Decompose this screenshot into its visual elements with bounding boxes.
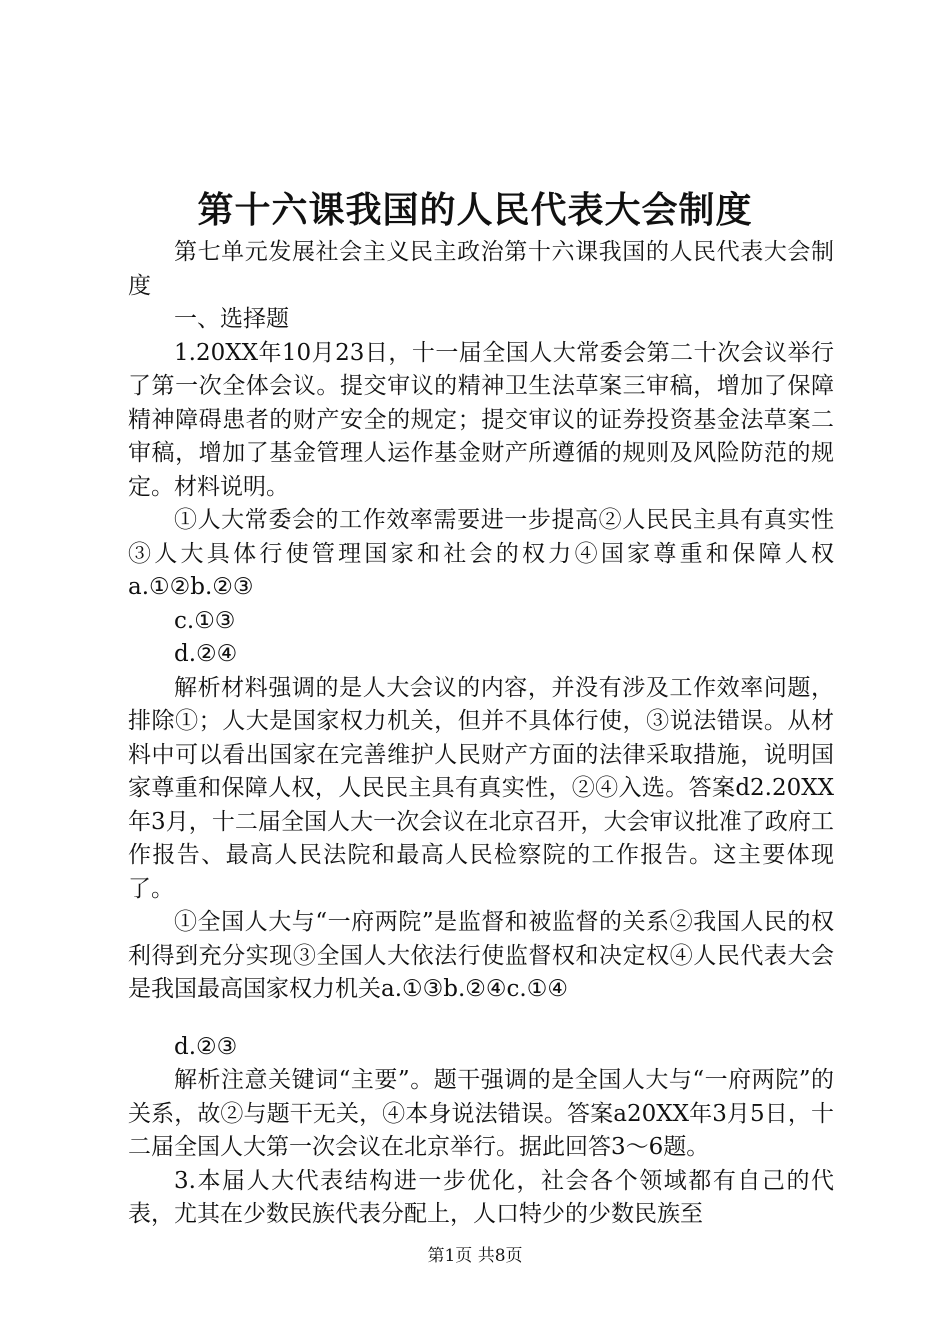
paragraph-option-d-2: d.②③ (174, 1033, 238, 1060)
paragraph-section-heading: 一、选择题 (174, 306, 289, 332)
paragraph-unit-heading: 第七单元发展社会主义民主政治第十六课我国的人民代表大会制度 (128, 239, 834, 299)
paragraph-question-1-options: ①人大常委会的工作效率需要进一步提高②人民民主具有真实性③人大具体行使管理国家和社会的权力④国家尊重和保障人权a.①②b.②③ (128, 507, 834, 600)
paragraph-question-3: 3.本届人大代表结构进一步优化，社会各个领域都有自己的代表，尤其在少数民族代表分配上，人口特少的少数民族至 (128, 1167, 834, 1227)
paragraph-option-c: c.①③ (174, 607, 236, 634)
page-number-footer: 第1页 共8页 (427, 1246, 523, 1266)
paragraph-question-2-options: ①全国人大与“一府两院”是监督和被监督的关系②我国人民的权利得到充分实现③全国人大依法行使监督权和决定权④人民代表大会是我国最高国家权力机关a.①③b.②④c.①④ (128, 909, 834, 1002)
paragraph-question-1: 1.20XX年10月23日，十一届全国人大常委会第二十次会议举行了第一次全体会议。提交审议的精神卫生法草案三审稿，增加了保障精神障碍患者的财产安全的规定；提交审议的证券投资基金法草案二审稿，增加了基金管理人运作基金财产所遵循的规则及风险防范的规定。材料说明。 (128, 339, 834, 500)
paragraph-option-d: d.②④ (174, 641, 238, 667)
paragraph-analysis-1: 解析材料强调的是人大会议的内容，并没有涉及工作效率问题，排除①；人大是国家权力机关，但并不具体行使，③说法错误。从材料中可以看出国家在完善维护人民财产方面的法律采取措施，说明国家尊重和保障人权，人民民主具有真实性，②④入选。答案d2.20XX年3月，十二届全国人大一次会议在北京召开，大会审议批准了政府工作报告、最高人民法院和最高人民检察院的工作报告。这主要体现了。 (128, 674, 834, 902)
paragraph-analysis-2: 解析注意关键词“主要”。题干强调的是全国人大与“一府两院”的关系，故②与题干无关，④本身说法错误。答案a20XX年3月5日，十二届全国人大第一次会议在北京举行。据此回答3～6题。 (128, 1067, 834, 1160)
document-body (128, 236, 834, 1232)
document-title: 第十六课我国的人民代表大会制度 (197, 189, 753, 231)
